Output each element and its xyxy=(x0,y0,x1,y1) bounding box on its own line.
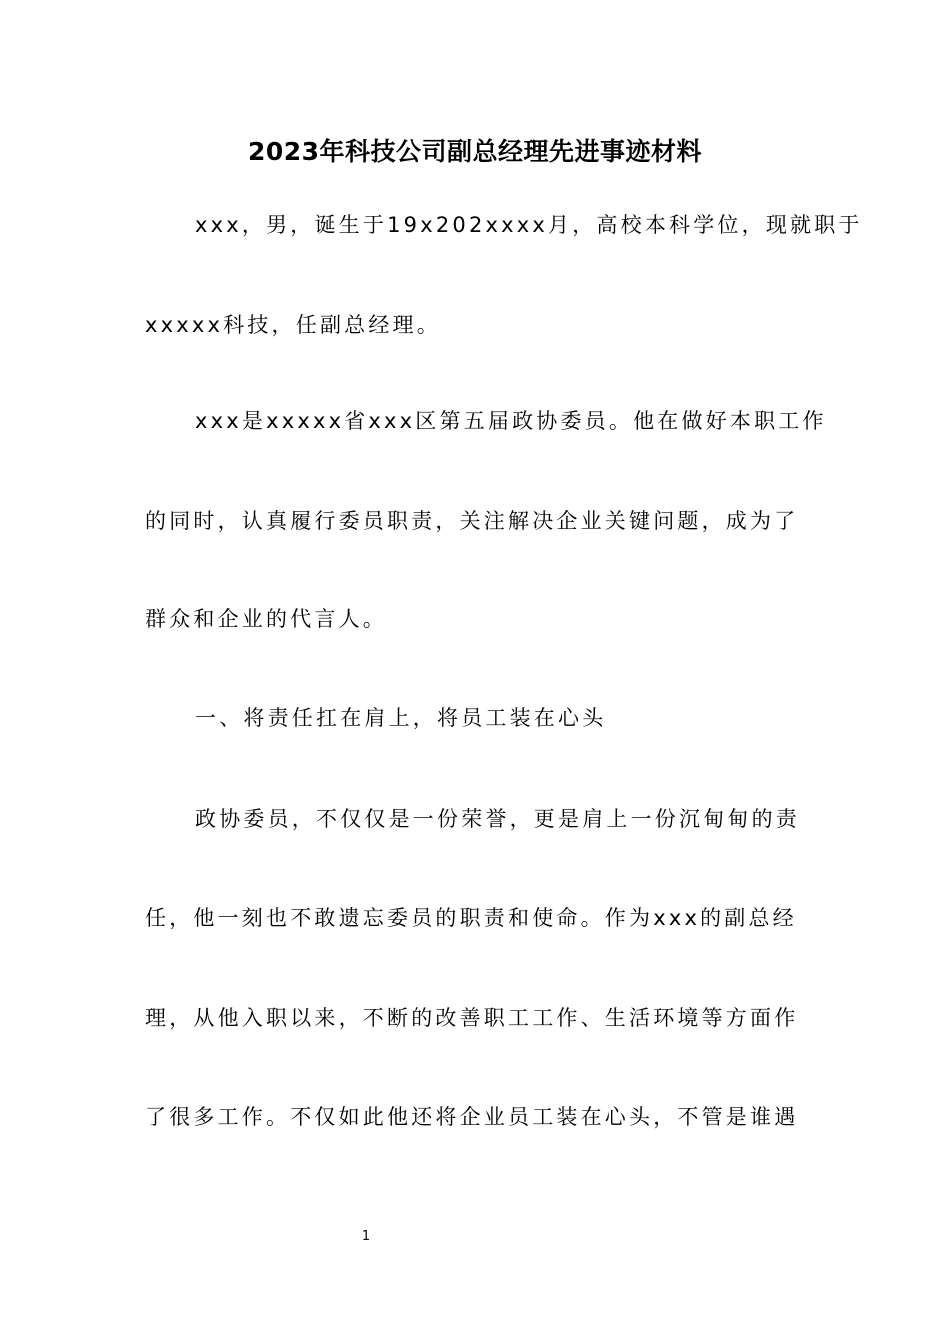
paragraph-line: 了很多工作。不仅如此他还将企业员工装在心头，不管是谁遇 xyxy=(145,1105,799,1129)
document-title: 2023年科技公司副总经理先进事迹材料 xyxy=(247,137,703,166)
section-heading: 一、将责任扛在肩上，将员工装在心头 xyxy=(195,706,607,730)
paragraph-line: xxx，男，诞生于19x202xxxx月，高校本科学位，现就职于 xyxy=(195,213,863,237)
paragraph-line: 的同时，认真履行委员职责，关注解决企业关键问题，成为了 xyxy=(145,509,799,533)
paragraph-line: 政协委员，不仅仅是一份荣誉，更是肩上一份沉甸甸的责 xyxy=(195,807,800,831)
paragraph-line: xxxxx科技，任副总经理。 xyxy=(145,313,441,337)
paragraph-line: 理，从他入职以来，不断的改善职工工作、生活环境等方面作 xyxy=(145,1006,799,1030)
paragraph-line: xxx是xxxxx省xxx区第五届政协委员。他在做好本职工作 xyxy=(195,409,827,433)
paragraph-line: 任，他一刻也不敢遗忘委员的职责和使命。作为xxx的副总经 xyxy=(145,906,797,930)
page-number: 1 xyxy=(361,1229,371,1244)
paragraph-line: 群众和企业的代言人。 xyxy=(145,607,387,631)
